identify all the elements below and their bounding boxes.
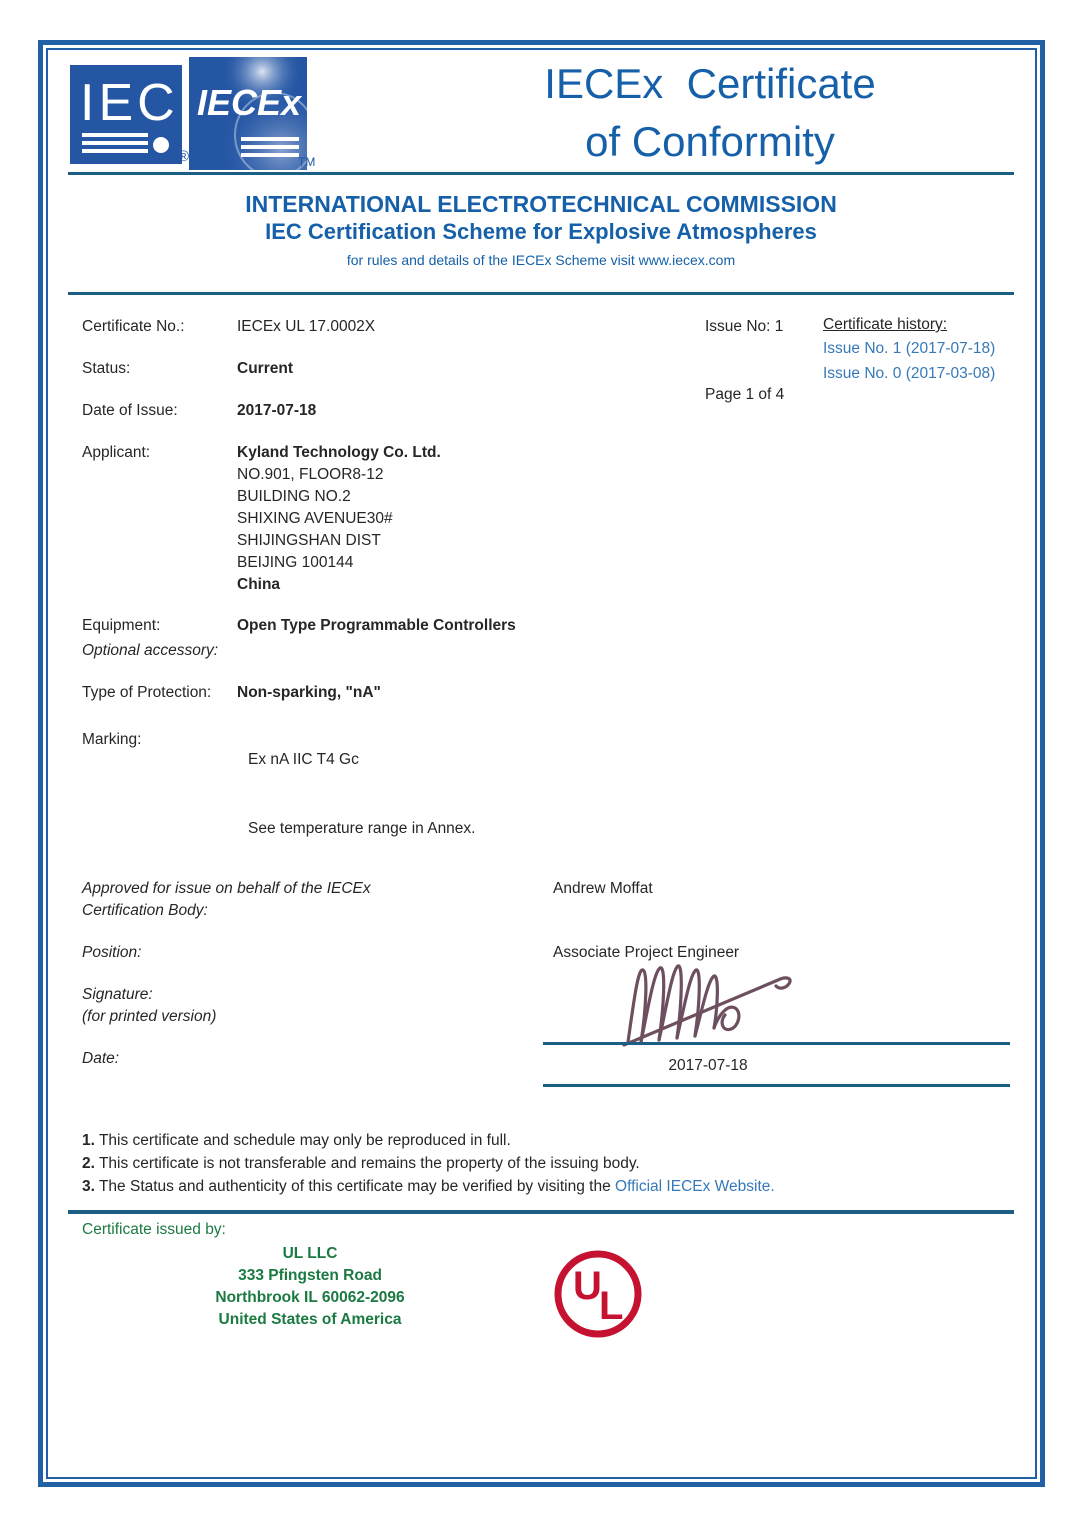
note-2 xyxy=(82,1155,640,1173)
note-1 xyxy=(82,1132,511,1150)
date-of-issue-value: 2017-07-18 xyxy=(237,402,317,419)
status-value: Current xyxy=(237,360,293,377)
type-of-protection-label: Type of Protection: xyxy=(82,684,212,701)
optional-accessory-label: Optional accessory: xyxy=(82,642,219,659)
note-number: 1. xyxy=(82,1132,95,1149)
applicant-name: Kyland Technology Co. Ltd. xyxy=(237,444,441,461)
applicant-address-line: SHIXING AVENUE30# xyxy=(237,510,393,527)
trademark-icon: TM xyxy=(298,155,316,169)
certificate-title-line2: of Conformity xyxy=(585,118,835,165)
certificate-title-line1: IECEx Certificate xyxy=(544,60,876,107)
applicant-country: China xyxy=(237,576,281,593)
certificate-no-label: Certificate No.: xyxy=(82,318,185,335)
issuer-divider xyxy=(68,1210,1014,1214)
svg-text:IECEx: IECEx xyxy=(197,82,302,123)
note-text: The Status and authenticity of this certificate may be verified by visiting the xyxy=(94,1178,616,1195)
applicant-label: Applicant: xyxy=(82,444,151,461)
issuer-address-line: Northbrook IL 60062-2096 xyxy=(215,1289,405,1306)
history-link-issue-1[interactable]: Issue No. 1 (2017-07-18) xyxy=(823,340,996,357)
official-iecex-website-link[interactable]: Official IECEx Website. xyxy=(615,1178,775,1195)
svg-text:IEC: IEC xyxy=(80,74,179,132)
note-number: 2. xyxy=(82,1155,95,1172)
org-name: INTERNATIONAL ELECTROTECHNICAL COMMISSION xyxy=(245,191,837,217)
section-divider-top xyxy=(68,292,1014,295)
marking-note: See temperature range in Annex. xyxy=(248,820,476,837)
signature-sub-label: (for printed version) xyxy=(82,1008,217,1025)
approved-label-line2: Certification Body: xyxy=(82,902,208,919)
approval-date-value: 2017-07-18 xyxy=(668,1057,748,1074)
org-note: for rules and details of the IECEx Scheme visit www.iecex.com xyxy=(346,252,736,268)
certificate-no-value: IECEx UL 17.0002X xyxy=(237,318,376,335)
certificate-history-label: Certificate history: xyxy=(823,316,948,333)
applicant-address-line: SHIJINGSHAN DIST xyxy=(237,532,381,549)
svg-text:L: L xyxy=(599,1284,624,1328)
applicant-address-line: NO.901, FLOOR8-12 xyxy=(237,466,384,483)
date-label: Date: xyxy=(82,1050,120,1067)
registered-trademark-icon: ® xyxy=(178,148,190,165)
date-of-issue-label: Date of Issue: xyxy=(82,402,178,419)
ul-logo xyxy=(551,1247,645,1341)
type-of-protection-value: Non-sparking, "nA" xyxy=(237,684,381,701)
issuer-address-line: 333 Pfingsten Road xyxy=(238,1267,382,1284)
position-value: Associate Project Engineer xyxy=(553,944,740,961)
issued-by-label: Certificate issued by: xyxy=(82,1221,226,1238)
iec-logo xyxy=(70,65,182,164)
iecex-logo xyxy=(189,57,307,170)
issuer-name: UL LLC xyxy=(282,1245,338,1262)
approved-label-line1: Approved for issue on behalf of the IECEx xyxy=(82,880,371,897)
equipment-label: Equipment: xyxy=(82,617,161,634)
note-number: 3. xyxy=(82,1178,95,1195)
date-line xyxy=(543,1084,1010,1087)
org-scheme: IEC Certification Scheme for Explosive Atmospheres xyxy=(265,219,817,244)
issue-no: Issue No: 1 xyxy=(705,318,784,335)
signature-label: Signature: xyxy=(82,986,153,1003)
marking-label: Marking: xyxy=(82,731,142,748)
approved-name: Andrew Moffat xyxy=(553,880,653,897)
note-text: This certificate is not transferable and remains the property of the issuing body. xyxy=(94,1155,640,1172)
signature-image xyxy=(618,952,818,1047)
svg-text:U: U xyxy=(573,1264,602,1308)
applicant-address-line: BEIJING 100144 xyxy=(237,554,354,571)
note-3 xyxy=(82,1178,775,1196)
status-label: Status: xyxy=(82,360,131,377)
equipment-value: Open Type Programmable Controllers xyxy=(237,617,516,634)
issuer-address-line: United States of America xyxy=(218,1311,402,1328)
signature-line xyxy=(543,1042,1010,1045)
history-link-issue-0[interactable]: Issue No. 0 (2017-03-08) xyxy=(823,365,996,382)
position-label: Position: xyxy=(82,944,142,961)
page-info: Page 1 of 4 xyxy=(705,386,785,403)
applicant-address-line: BUILDING NO.2 xyxy=(237,488,351,505)
marking-value: Ex nA IIC T4 Gc xyxy=(248,751,359,768)
note-text: This certificate and schedule may only be reproduced in full. xyxy=(94,1132,511,1149)
header-divider xyxy=(68,172,1014,175)
